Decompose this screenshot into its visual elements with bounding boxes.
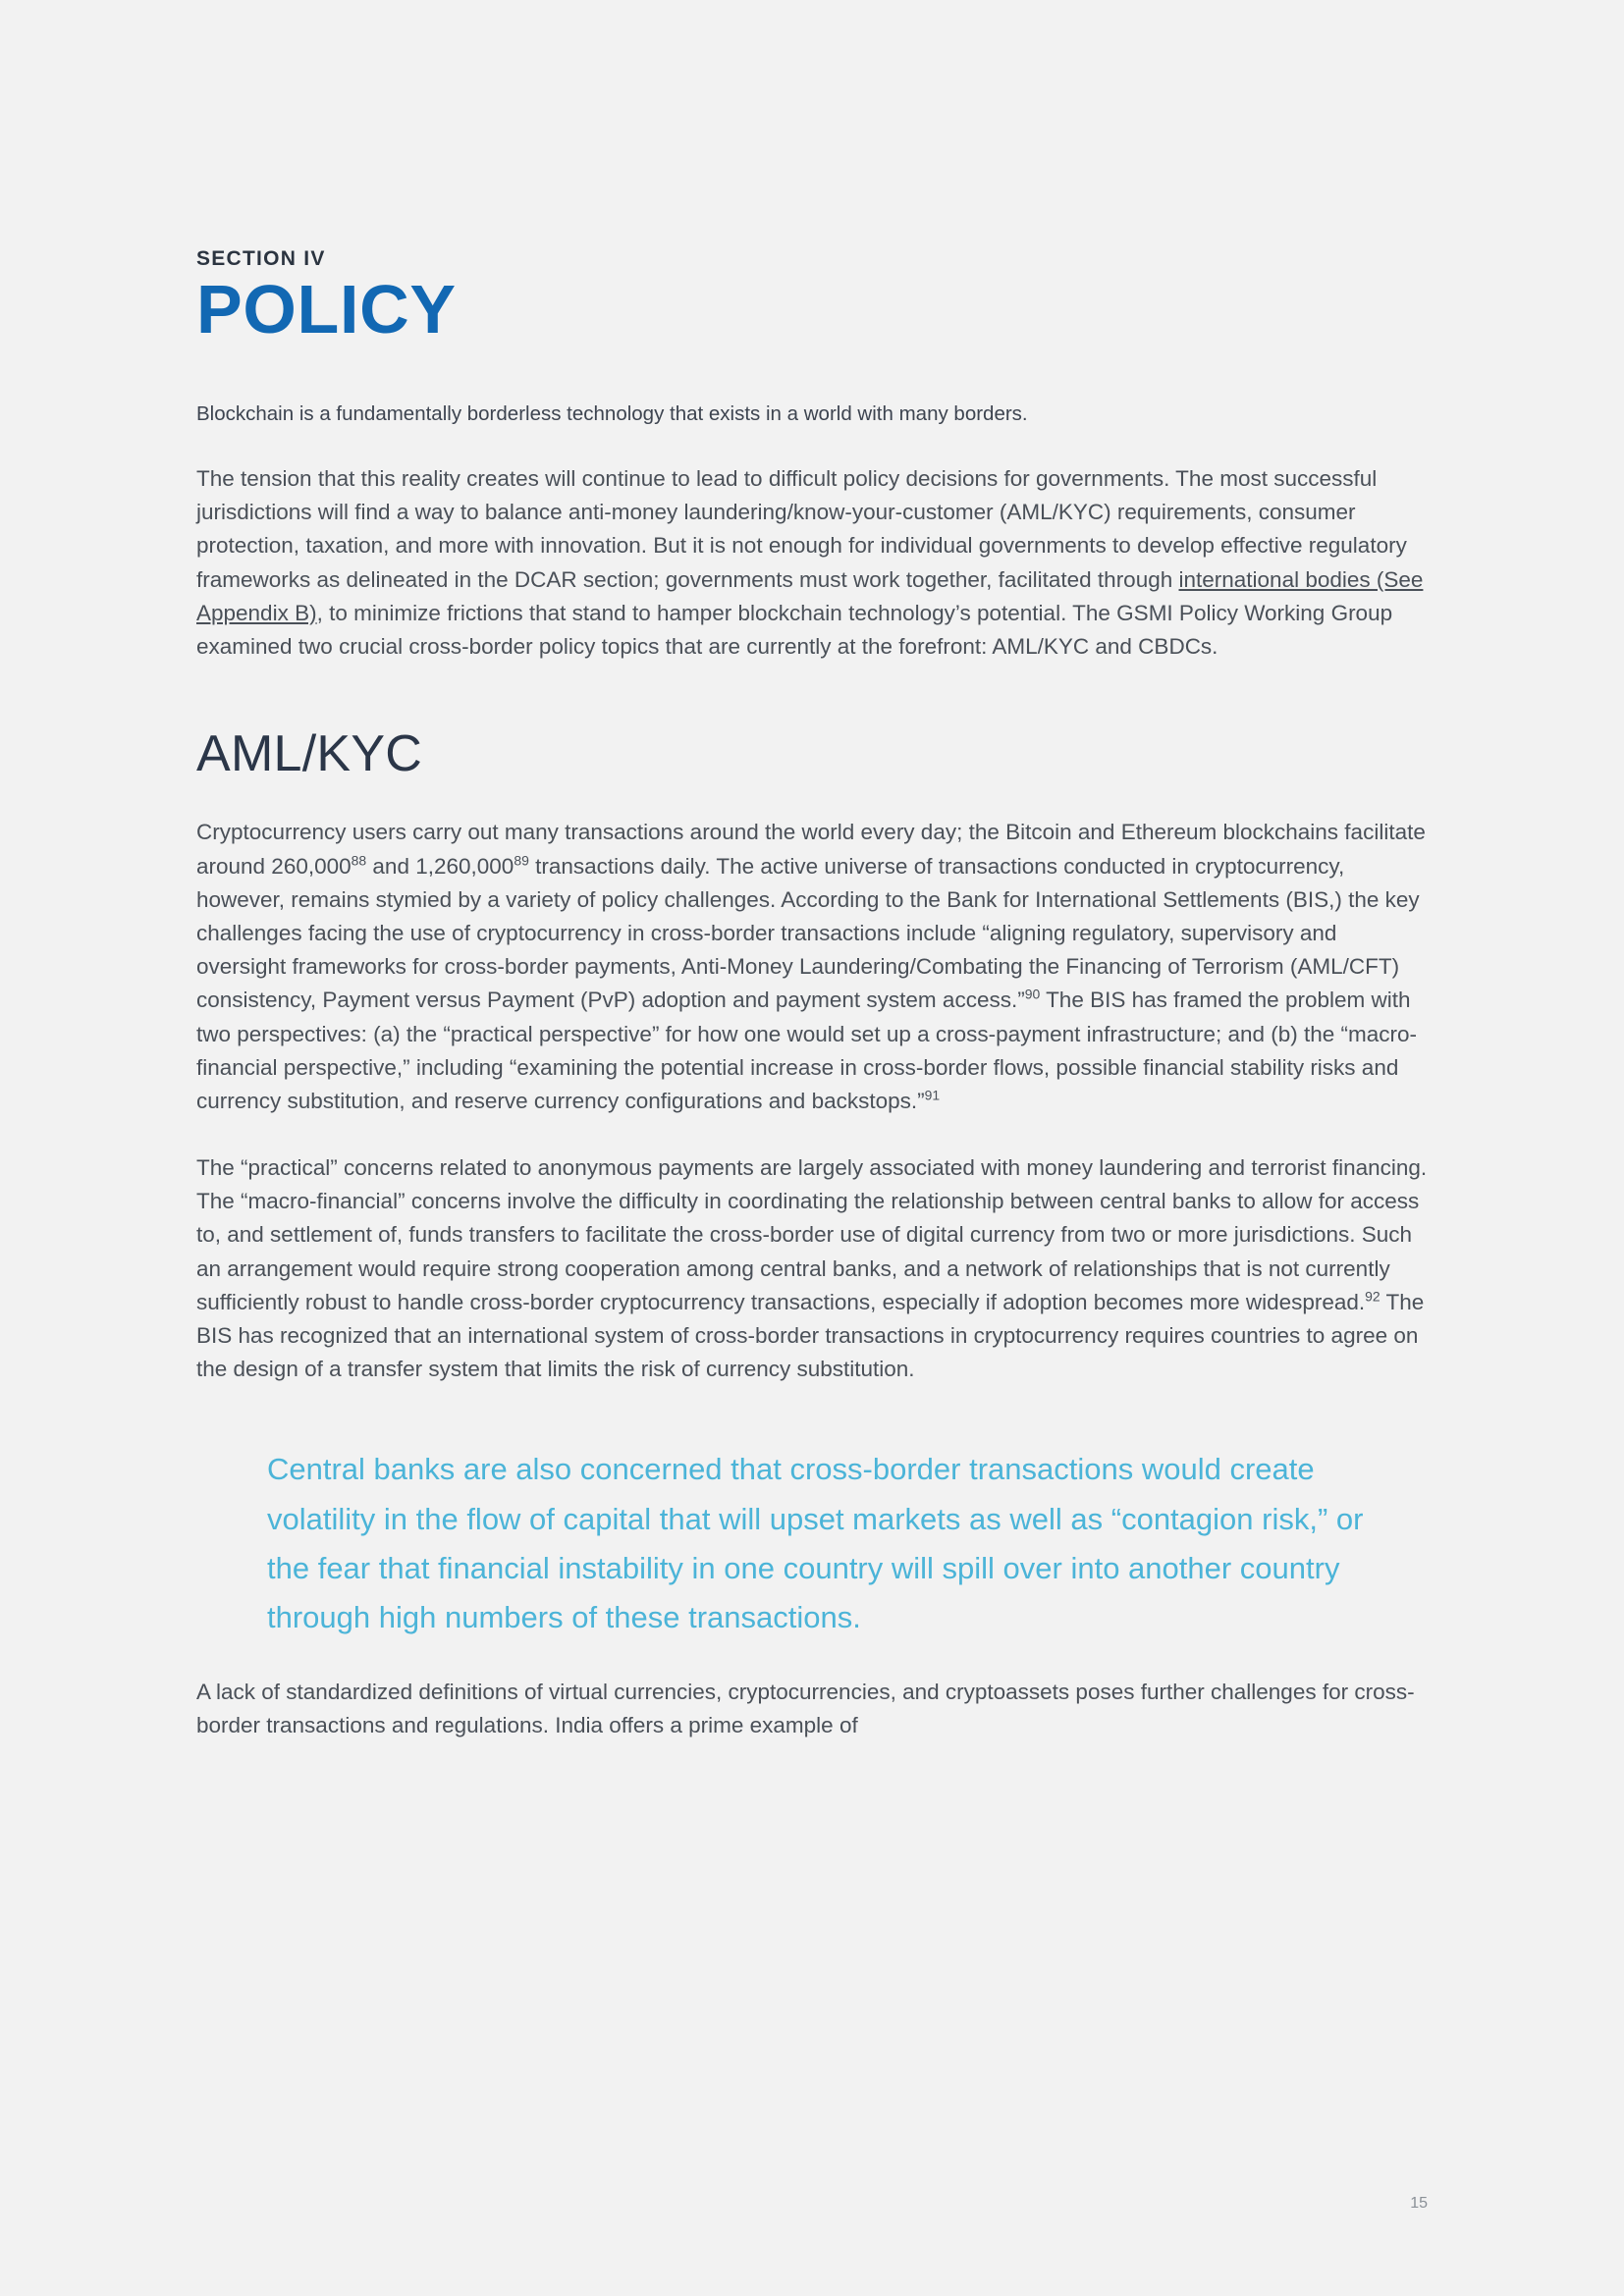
amlkyc-p2-b: The BIS has recognized that an international system of cross-border transactions in cryptocurrency requires countries to agree on the design of a transfer system that limits the risk of currency substitution. (196, 1289, 1425, 1382)
amlkyc-p2-a: The “practical” concerns related to anonymous payments are largely associated with money laundering and terrorist financing. The “macro-financial” concerns involve the difficulty in coordinating the relationship between central banks to allow for access to, and settlement of, funds transfers to facilitate the cross-border use of digital currency from two or more jurisdictions. Such an arrangement would require strong cooperation among central banks, and a network of relationships that is not currently sufficiently robust to handle cross-border cryptocurrency transactions, especially if adoption becomes more widespread. (196, 1155, 1428, 1314)
amlkyc-p1-c: transactions daily. The active universe of transactions conducted in cryptocurrency, however, remains stymied by a variety of policy challenges. According to the Bank for International Settlements (BIS,) the key challenges facing the use of cryptocurrency in cross-border transactions include “aligning regulatory, supervisory and oversight frameworks for cross-border payments, Anti-Money Laundering/Combating the Financing of Terrorism (AML/CFT) consistency, Payment versus Payment (PvP) adoption and payment system access.” (196, 853, 1420, 1013)
amlkyc-p1-b: and 1,260,000 (366, 853, 514, 879)
appendix-b-link[interactable]: international bodies (See Appendix B) (196, 566, 1424, 625)
footnote-ref-88: 88 (351, 852, 367, 869)
section-label: SECTION IV (196, 247, 326, 270)
page-title: POLICY (196, 271, 457, 347)
pull-quote: Central banks are also concerned that cross-border transactions would create volatility in the flow of capital that will upset markets as well as “contagion risk,” or the fear that financial instability in one country will spill over into another country through high numbers of these transactions. (267, 1452, 1364, 1635)
intro-paragraph (196, 462, 1428, 664)
footnote-ref-89: 89 (514, 852, 529, 869)
amlkyc-paragraph-3: A lack of standardized definitions of virtual currencies, cryptocurrencies, and cryptoassets poses further challenges for cross-border transactions and regulations. India offers a prime example of (196, 1680, 1415, 1738)
amlkyc-heading: AML/KYC (196, 725, 423, 783)
page-number: 15 (1410, 2195, 1428, 2212)
amlkyc-p1-d: The BIS has framed the problem with two perspectives: (a) the “practical perspective” for how one would set up a cross-payment infrastructure; and (b) the “macro-financial perspective,” including “examining the potential increase in cross-border flows, possible financial stability risks and currency substitution, and reserve currency configurations and backstops.” (196, 988, 1418, 1113)
intro-lead: Blockchain is a fundamentally borderless technology that exists in a world with many borders. (196, 402, 1028, 426)
footnote-ref-90: 90 (1024, 986, 1041, 1002)
page-content (196, 0, 1428, 1743)
intro-paragraph-part1: The tension that this reality creates will continue to lead to difficult policy decisions for governments. The most successful jurisdictions will find a way to balance anti-money laundering/know-your-customer (AML/KYC) requirements, consumer protection, taxation, and more with innovation. But it is not enough for individual governments to develop effective regulatory frameworks as delineated in the DCAR section; governments must work together, facilitated through (196, 466, 1407, 592)
intro-paragraph-part2: , to minimize frictions that stand to hamper blockchain technology’s potential. The GSMI Policy Working Group examined two crucial cross-border policy topics that are currently at the forefront: AML/KYC and CBDCs. (196, 600, 1393, 660)
amlkyc-paragraph-2 (196, 1151, 1428, 1386)
footnote-ref-91: 91 (924, 1087, 941, 1103)
amlkyc-p1-a: Cryptocurrency users carry out many transactions around the world every day; the Bitcoin and Ethereum blockchains facilitate around 260,000 (196, 820, 1426, 879)
amlkyc-paragraph-1 (196, 816, 1428, 1118)
footnote-ref-92: 92 (1365, 1288, 1380, 1305)
